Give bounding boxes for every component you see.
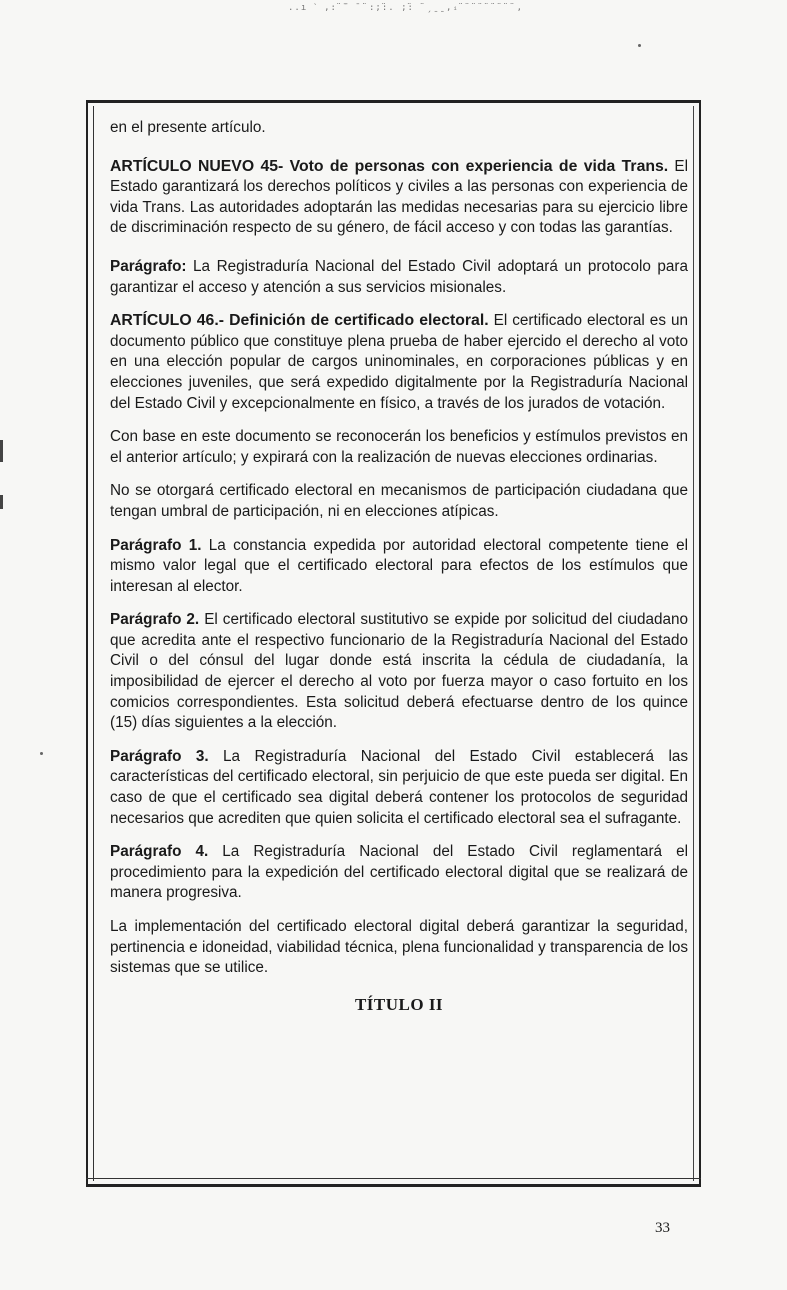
paragrafo-4 bbox=[110, 842, 688, 904]
paragrafo-4-label: Parágrafo 4. bbox=[110, 843, 209, 861]
article-45 bbox=[110, 157, 688, 239]
scan-header-noise: ..ı ˋ ,:̈ ̄ˉ ̄ ̈ :;̈:. ;̈: ̈ ˏˍˍ,ᵢ̈ ̈ ̈ ̈ ̈ ̈ ̈ ̈ ̈ , bbox=[288, 3, 524, 13]
paragrafo-body: La Registraduría Nacional del Estado Civil adoptará un protocolo para garantizar el acceso y atención a sus servicios misionales. bbox=[110, 257, 688, 296]
intro-line: en el presente artículo. bbox=[110, 119, 266, 136]
paragrafo-2-body: El certificado electoral sustitutivo se expide por solicitud del ciudadano que acredita ante el respectivo funcionario de la Registraduría Nacional del Estado Civil o del cónsul del lugar donde está inscrita la cédula de ciudadanía, la imposibilidad de ejercer el derecho al voto por fuerza mayor o caso fortuito en los comicios correspondientes. Esta solicitud deberá efectuarse dentro de los quince (15) días siguientes a la elección. bbox=[110, 611, 689, 732]
article-46-heading: ARTÍCULO 46.- Definición de certificado electoral. bbox=[110, 312, 489, 330]
article-46-body: El certificado electoral es un documento público que constituye plena prueba de haber ejercido el derecho al voto en una elección popular de cargos uninominales, en corporaciones públicas y en elecciones juveniles, que será expedido digitalmente por la Registraduría Nacional del Estado Civil y excepcionalmente en físico, a través de los jurados de votación. bbox=[110, 312, 688, 412]
scan-speck bbox=[40, 752, 43, 755]
paragraph-base-documento: Con base en este documento se reconocerán los beneficios y estímulos previstos en el anterior artículo; y expirará con la realización de nuevas elecciones ordinarias. bbox=[110, 428, 688, 466]
paragrafo-1-label: Parágrafo 1. bbox=[110, 536, 202, 554]
paragrafo-3-body: La Registraduría Nacional del Estado Civil establecerá las características del certificado electoral, sin perjuicio de que este pueda ser digital. En caso de que el certificado sea digital deberá contener los protocolos de seguridad necesarios que acrediten que quien solicita el certificado electoral sea el sufragante. bbox=[110, 747, 689, 827]
scan-speck bbox=[638, 44, 641, 47]
paragrafo-2-label: Parágrafo 2. bbox=[110, 611, 200, 629]
article-45-paragrafo bbox=[110, 257, 688, 298]
paragrafo-1-body: La constancia expedida por autoridad electoral competente tiene el mismo valor legal que el certificado electoral para efectos de los estímulos que interesan al elector. bbox=[110, 536, 689, 595]
margin-scan-mark bbox=[0, 495, 3, 509]
paragrafo-4-body: La Registraduría Nacional del Estado Civil reglamentará el procedimiento para la expedición del certificado electoral digital que se realizará de manera progresiva. bbox=[110, 843, 689, 902]
document-body bbox=[110, 118, 688, 1015]
page-number: 33 bbox=[655, 1220, 670, 1236]
paragrafo-label: Parágrafo: bbox=[110, 257, 187, 275]
paragrafo-1 bbox=[110, 536, 688, 598]
article-45-heading: ARTÍCULO NUEVO 45- Voto de personas con experiencia de vida Trans. bbox=[110, 157, 669, 175]
section-title: TÍTULO II bbox=[354, 994, 444, 1014]
paragraph-no-otorgara: No se otorgará certificado electoral en mecanismos de participación ciudadana que tengan umbral de participación, ni en elecciones atípicas. bbox=[110, 482, 688, 520]
paragraph-implementacion: La implementación del certificado electoral digital deberá garantizar la seguridad, pertinencia e idoneidad, viabilidad técnica, plena funcionalidad y transparencia de los sistemas que se utilice. bbox=[110, 918, 688, 977]
paragrafo-2 bbox=[110, 610, 688, 734]
article-46 bbox=[110, 311, 688, 414]
paragrafo-3 bbox=[110, 747, 688, 829]
article-45-body: El Estado garantizará los derechos políticos y civiles a las personas con experiencia de vida Trans. Las autoridades adoptarán las medidas necesarias para su ejercicio libre de discriminación respecto de su género, de fácil acceso y con todas las garantías. bbox=[110, 157, 688, 237]
paragrafo-3-label: Parágrafo 3. bbox=[110, 747, 209, 765]
margin-scan-mark bbox=[0, 440, 3, 462]
